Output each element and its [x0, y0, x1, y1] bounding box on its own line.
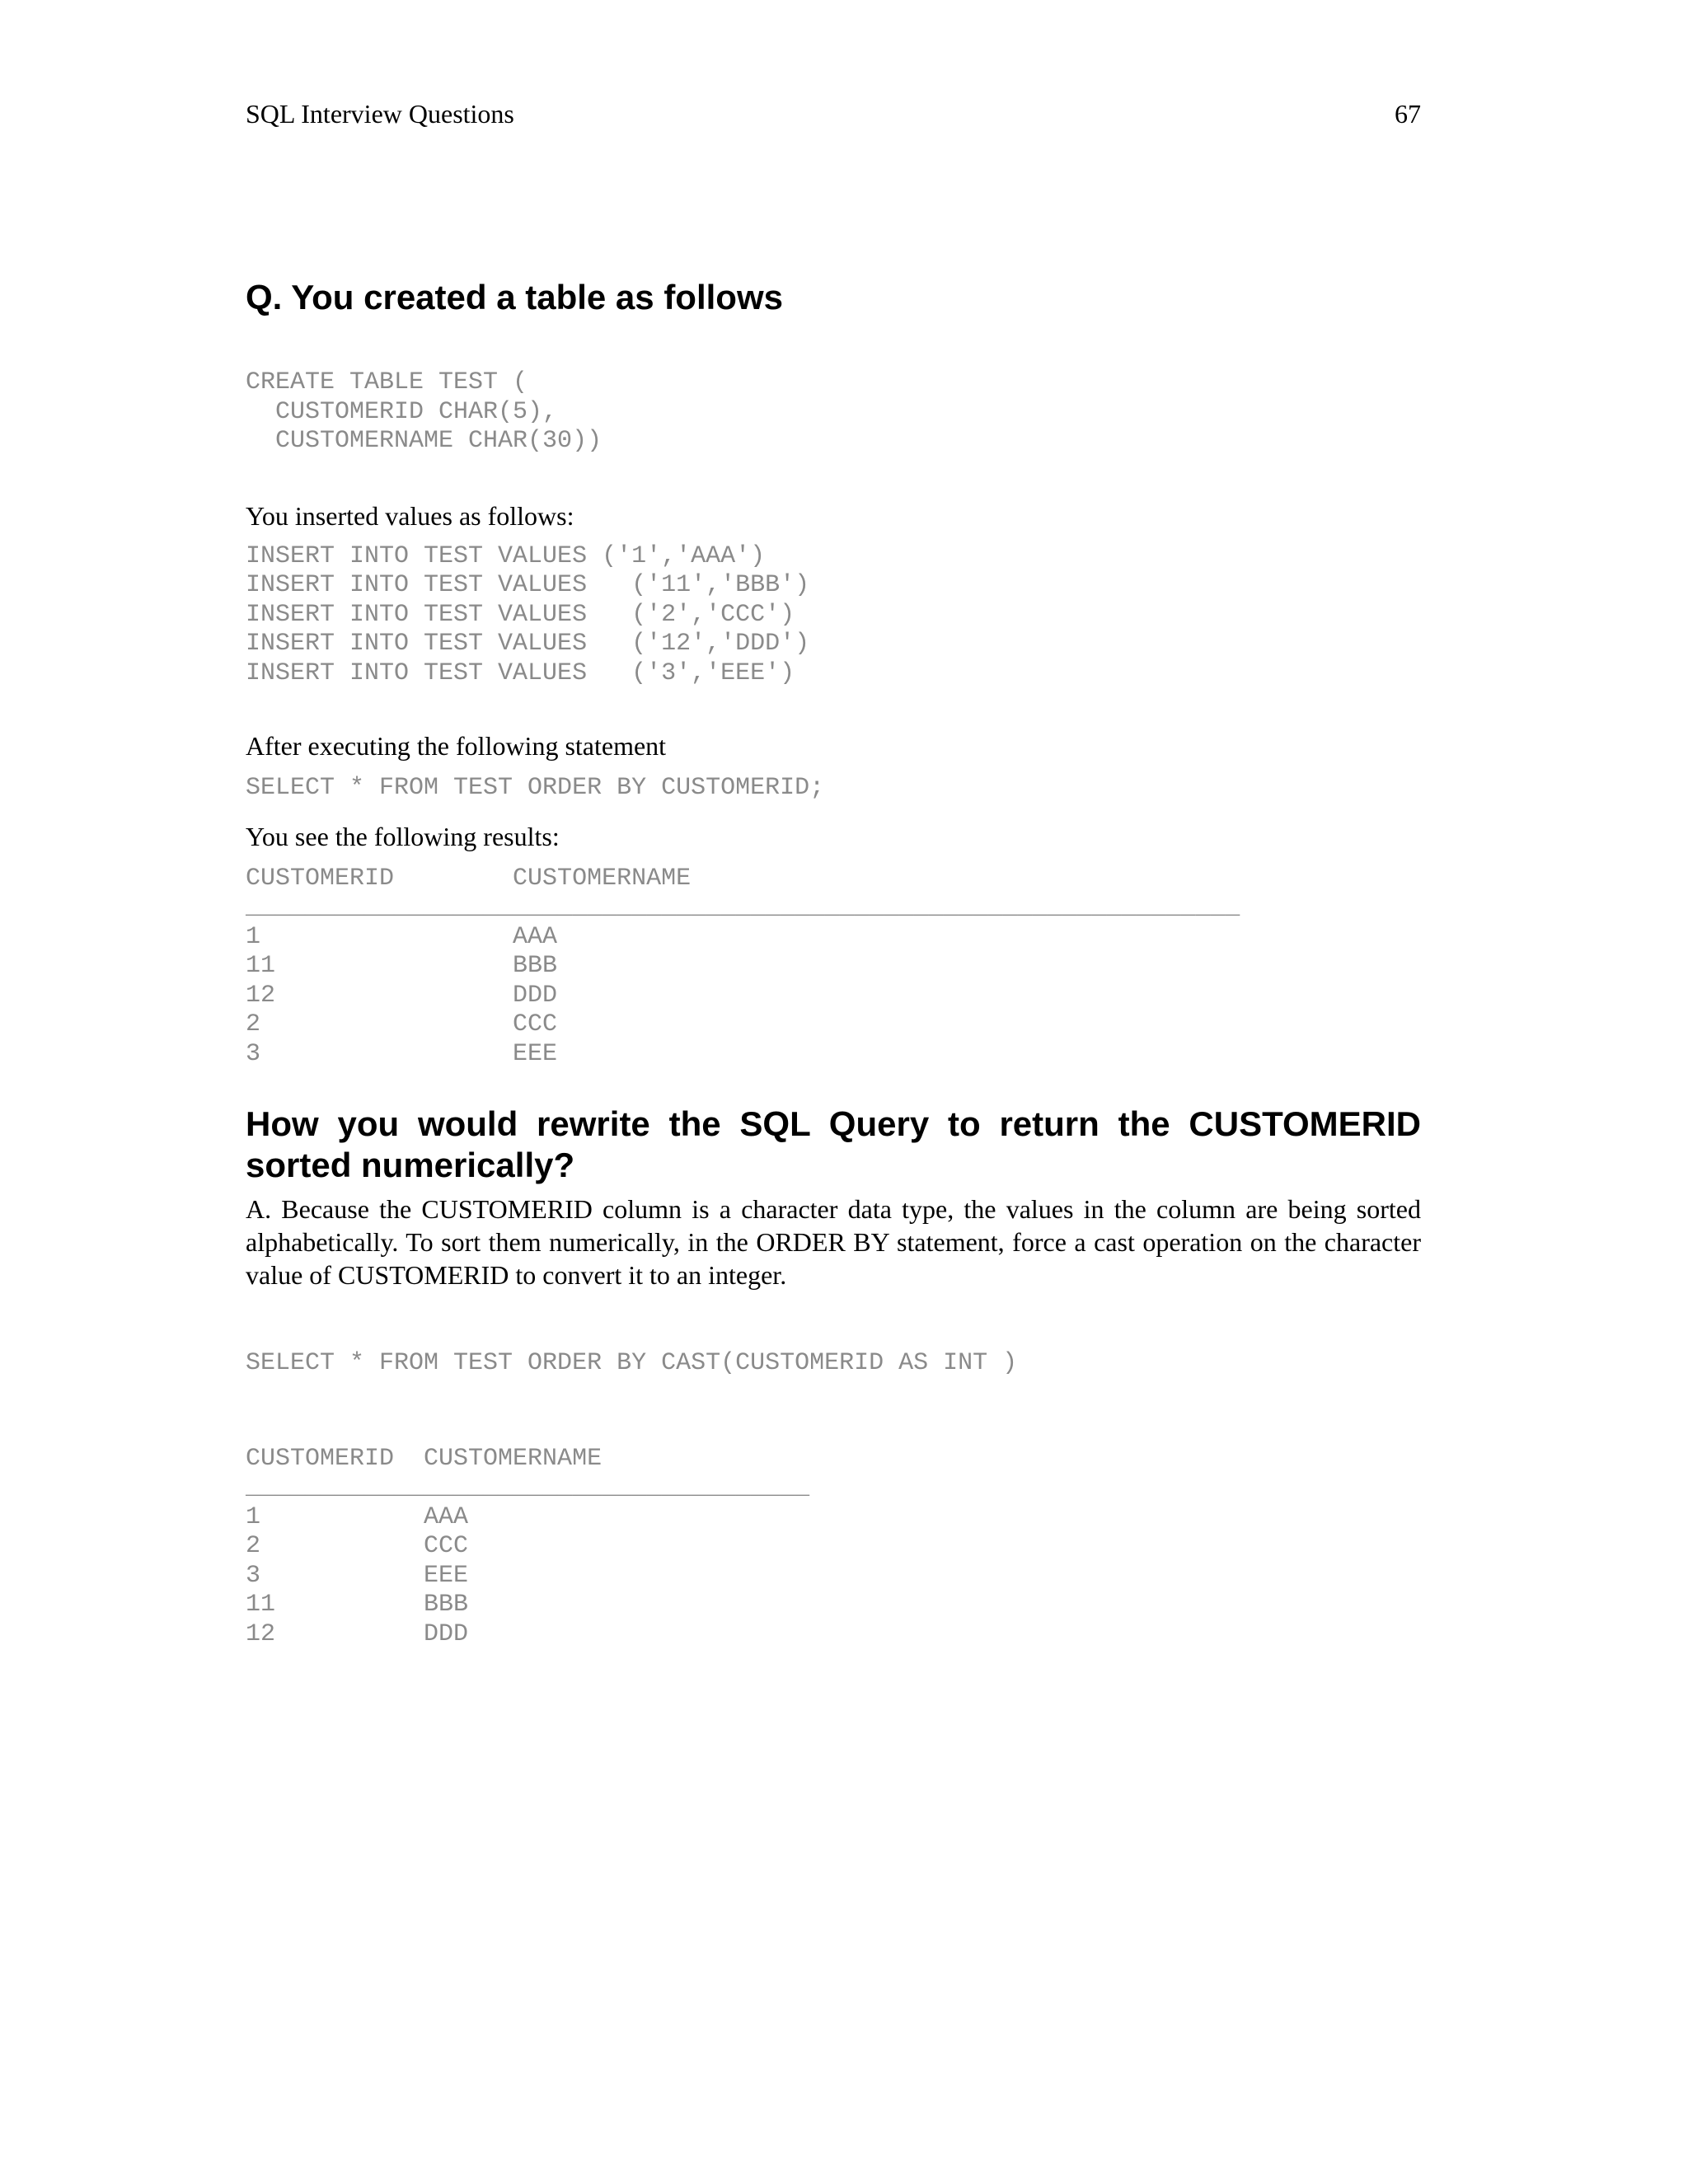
page-content: [246, 276, 1421, 1649]
answer-heading: How you would rewrite the SQL Query to return the CUSTOMERID sorted numerically?: [246, 1104, 1421, 1184]
after-executing-text: After executing the following statement: [246, 731, 667, 761]
insert-statements-code: INSERT INTO TEST VALUES ('1','AAA') INSERT INTO TEST VALUES ('11','BBB') INSERT INTO TEST VALUES ('2','CCC') INSERT INTO TEST VALUES ('12','DDD') INSERT INTO TEST VALUES ('3','EEE'): [246, 541, 810, 687]
page-number: 67: [1395, 99, 1421, 129]
page-header: [246, 97, 1421, 130]
create-table-code: CREATE TABLE TEST ( CUSTOMERID CHAR(5), CUSTOMERNAME CHAR(30)): [246, 368, 603, 455]
inserted-values-text: You inserted values as follows:: [246, 500, 574, 531]
question-heading: Q. You created a table as follows: [246, 278, 783, 316]
answer-text: A. Because the CUSTOMERID column is a character data type, the values in the column are being sorted alphabetically. To sort them numerically, in the ORDER BY statement, force a cast operation on the character value of CUSTOMERID to convert it to an integer.: [246, 1194, 1421, 1290]
cast-select-code: SELECT * FROM TEST ORDER BY CAST(CUSTOMERID AS INT ): [246, 1349, 1018, 1377]
unsorted-results-table: CUSTOMERID CUSTOMERNAME ___________________________________________________________________ 1 AAA 11 BBB 12 DDD 2 CCC 3 EEE: [246, 864, 1240, 1068]
results-intro-text: You see the following results:: [246, 821, 560, 851]
sorted-results-table: CUSTOMERID CUSTOMERNAME ______________________________________ 1 AAA 2 CCC 3 EEE 11 BBB 12 DDD: [246, 1444, 810, 1648]
select-order-code: SELECT * FROM TEST ORDER BY CUSTOMERID;: [246, 774, 825, 802]
running-title: SQL Interview Questions: [246, 99, 514, 129]
